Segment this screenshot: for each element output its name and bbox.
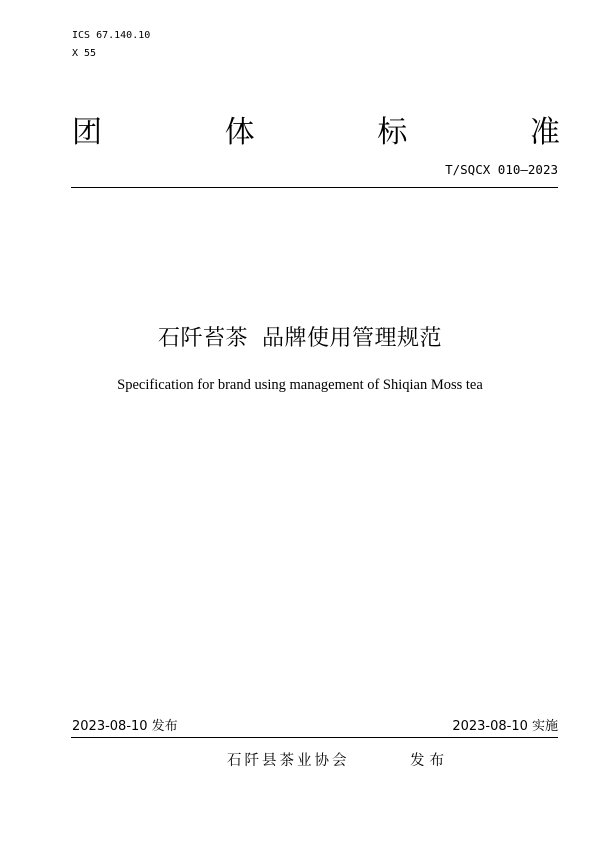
chinese-title-part2: 品牌使用管理规范	[262, 326, 443, 351]
header-divider	[71, 187, 558, 188]
chinese-title	[0, 324, 600, 354]
english-title: Specification for brand using management of Shiqian Moss tea	[117, 377, 483, 393]
footer-divider	[71, 737, 558, 738]
standard-type-char: 标	[377, 115, 408, 150]
implementation-date: 2023-08-10 实施	[452, 719, 558, 734]
chinese-title-part1: 石阡苔茶	[157, 326, 248, 351]
standard-type-heading	[72, 113, 560, 153]
standard-type-char: 准	[529, 115, 560, 150]
issue-date: 2023-08-10 发布	[72, 719, 178, 734]
standard-type-char: 体	[224, 115, 255, 150]
standard-type-char: 团	[72, 115, 102, 150]
publish-label: 发布	[410, 753, 449, 769]
ics-code: ICS 67.140.10	[72, 30, 151, 41]
classification-code: X 55	[72, 48, 97, 59]
standard-number: T/SQCX 010—2023	[445, 162, 558, 177]
issuing-organization: 石阡县茶业协会	[227, 753, 350, 769]
